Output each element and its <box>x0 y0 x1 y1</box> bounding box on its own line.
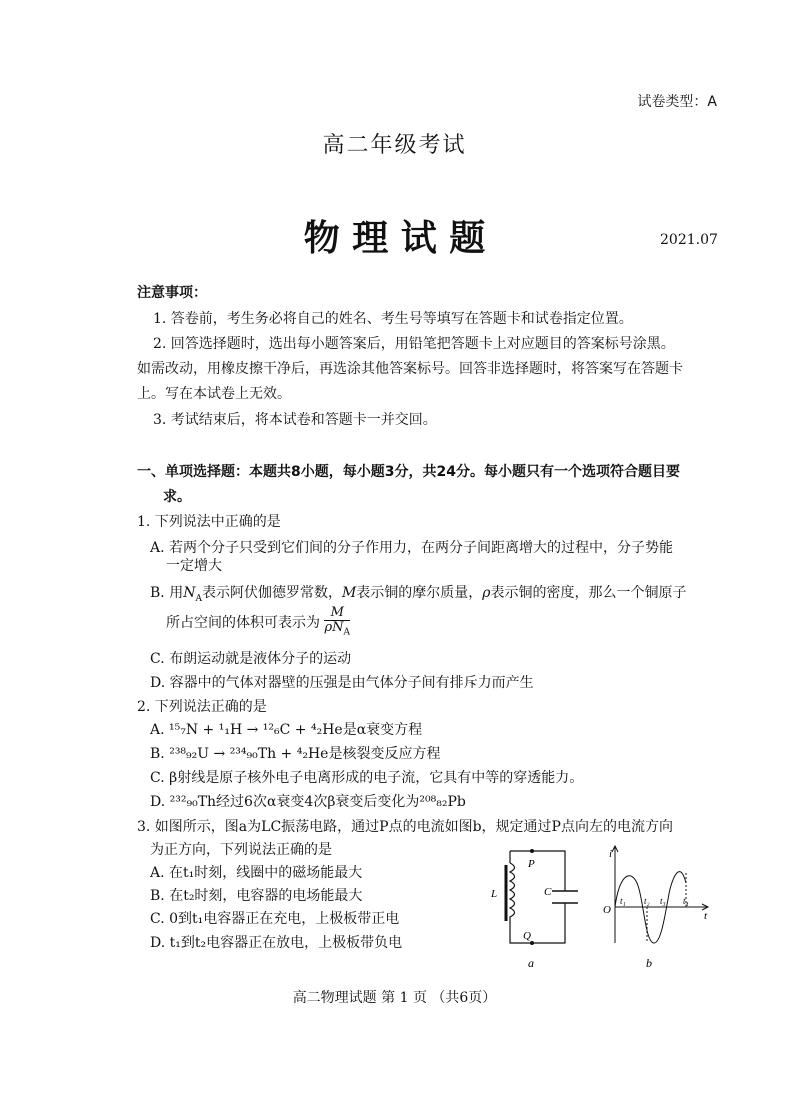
label-t2: t₂ <box>644 896 650 906</box>
q1-option-c: C. 布朗运动就是液体分子的运动 <box>150 651 352 667</box>
q1-option-d: D. 容器中的气体对器壁的压强是由气体分子间有排斥力而产生 <box>150 675 534 691</box>
q2-option-b: B. ²³⁸₉₂U → ²³⁴₉₀Th + ⁴₂He是核裂变反应方程 <box>150 746 441 762</box>
current-graph-figure <box>600 843 715 971</box>
inductor-coil <box>510 863 515 923</box>
label-t1: t₁ <box>620 896 626 906</box>
q3-option-d: D. t₁到t₂电容器正在放电，上极板带负电 <box>150 935 403 951</box>
notice-item-3: 3. 考试结束后，将本试卷和答题卡一并交回。 <box>153 412 437 428</box>
grade-title: 高二年级考试 <box>322 133 467 158</box>
label-p: P <box>528 858 535 870</box>
paper-type: 试卷类型：A <box>637 94 717 110</box>
q2-option-d: D. ²³²₉₀Th经过6次α衰变4次β衰变后变化为²⁰⁸₈₂Pb <box>150 794 466 810</box>
q3-stem-line2: 为正方向，下列说法正确的是 <box>150 842 332 858</box>
exam-date: 2021.07 <box>660 232 718 248</box>
label-c: C <box>544 886 552 898</box>
subject-title: 物 理 试 题 <box>303 217 486 259</box>
q2-option-a: A. ¹⁵₇N + ¹₁H → ¹²₆C + ⁴₂He是α衰变方程 <box>150 722 423 738</box>
caption-b: b <box>646 956 652 970</box>
page-footer: 高二物理试题 第 1 页 （共6页） <box>292 990 497 1006</box>
label-q: Q <box>523 930 531 942</box>
volume-fraction: $\frac{M}{\rho N_A}$ <box>324 605 350 638</box>
label-o: O <box>603 904 611 916</box>
notice-title: 注意事项： <box>137 285 207 301</box>
label-i: i <box>609 848 613 860</box>
q1-option-b-line1: B. 用$N_A$表示阿伏伽德罗常数，M表示铜的摩尔质量，ρ表示铜的密度，那么一个铜原子 <box>150 585 687 604</box>
q3-stem-line1: 3. 如图所示，图a为LC振荡电路，通过P点的电流如图b，规定通过P点向左的电流方向 <box>137 819 673 835</box>
section-heading-line2: 求。 <box>163 489 191 505</box>
notice-item-1: 1. 答卷前，考生务必将自己的姓名、考生号等填写在答题卡和试卷指定位置。 <box>153 311 633 327</box>
q1-option-a-line1: A. 若两个分子只受到它们间的分子作用力，在两分子间距离增大的过程中，分子势能 <box>150 540 674 556</box>
label-t: t <box>704 910 708 922</box>
q2-stem: 2. 下列说法正确的是 <box>137 699 267 715</box>
q1-option-b-line2: 所占空间的体积可表示为 $\frac{M}{\rho N_A}$ <box>166 605 350 638</box>
point-p <box>530 849 534 853</box>
q3-option-c: C. 0到t₁电容器正在充电，上极板带正电 <box>150 911 400 927</box>
lc-circuit-figure <box>485 843 585 971</box>
notice-item-2-line1: 2. 回答选择题时，选出每小题答案后，用铅笔把答题卡上对应题目的答案标号涂黑。 <box>153 336 675 352</box>
q2-option-c: C. β射线是原子核外电子电离形成的电子流，它具有中等的穿透能力。 <box>150 770 584 786</box>
label-t4: t₄ <box>683 896 689 906</box>
q1-stem: 1. 下列说法中正确的是 <box>137 514 281 530</box>
label-t3: t₃ <box>660 896 666 906</box>
notice-item-2-line2: 如需改动，用橡皮擦干净后，再选涂其他答案标号。回答非选择题时，将答案写在答题卡 <box>137 361 683 377</box>
q3-option-b: B. 在t₂时刻，电容器的电场能最大 <box>150 888 363 904</box>
q1-option-a-line2: 一定增大 <box>166 558 222 574</box>
q3-option-a: A. 在t₁时刻，线圈中的磁场能最大 <box>150 865 363 881</box>
notice-item-2-line3: 上。写在本试卷上无效。 <box>137 386 291 402</box>
label-l: L <box>491 888 498 900</box>
caption-a: a <box>528 956 534 970</box>
section-heading-line1: 一、单项选择题：本题共8小题，每小题3分，共24分。每小题只有一个选项符合题目要 <box>137 464 680 480</box>
